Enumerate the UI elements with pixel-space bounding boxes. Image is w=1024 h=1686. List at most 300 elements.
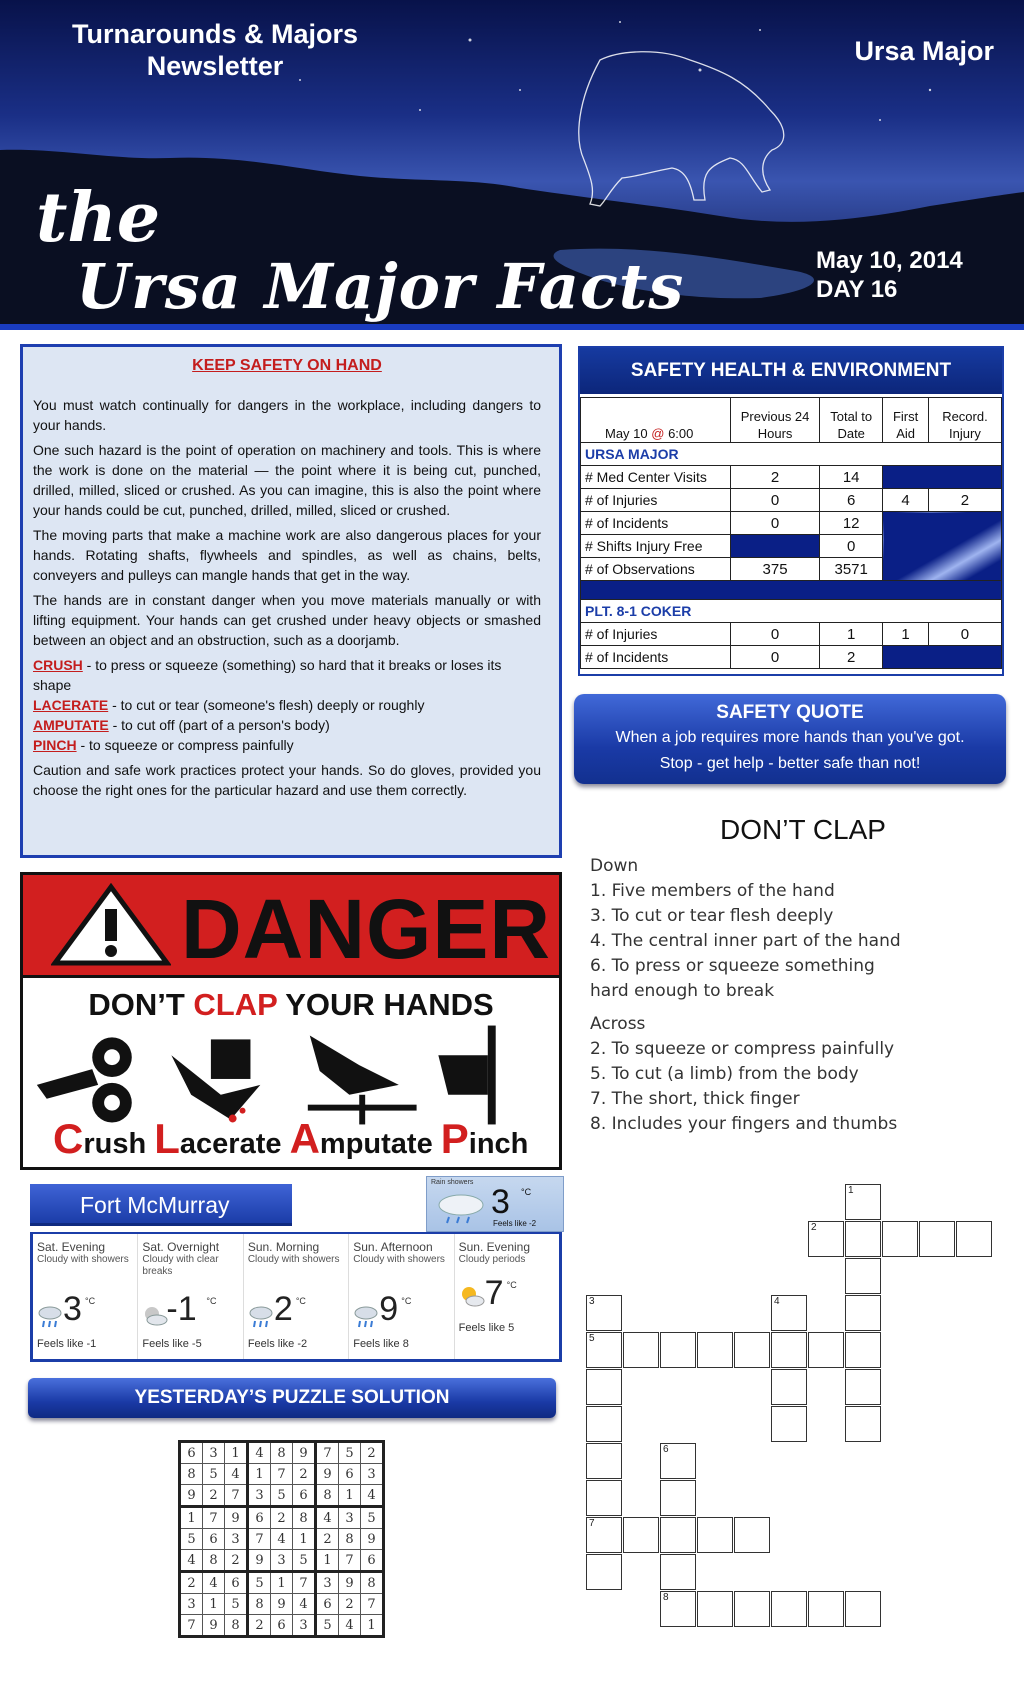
clue-across: 7. The short, thick finger xyxy=(590,1089,800,1109)
sudoku-cell: 2 xyxy=(271,1507,293,1529)
sudoku-cell: 5 xyxy=(316,1615,339,1637)
sudoku-cell: 9 xyxy=(339,1572,361,1594)
bear-outline-icon xyxy=(579,52,784,206)
cell-previous: 0 xyxy=(731,512,820,535)
forecast-item xyxy=(138,1234,243,1359)
current-unit: °C xyxy=(521,1187,532,1197)
sudoku-solution-grid xyxy=(178,1440,385,1638)
rain-cloud-icon xyxy=(353,1304,379,1330)
clue-number: 5 xyxy=(589,1333,595,1344)
sudoku-cell: 7 xyxy=(293,1572,316,1594)
article-paragraph: One such hazard is the point of operation on machinery and tools. This is where the work is done on the material — the point where it is being cut, punched, drilled, milled, sliced or crushed. As you can imagine, this is also the point where your hands could be cut, punched, drilled, milled, sliced or crushed. xyxy=(33,442,541,518)
puzzle-solution-heading: YESTERDAY’S PUZZLE SOLUTION xyxy=(28,1378,556,1418)
table-row xyxy=(581,466,1002,489)
sudoku-cell: 3 xyxy=(203,1442,225,1464)
forecast-temp: -1 xyxy=(166,1290,197,1328)
sudoku-row xyxy=(180,1442,384,1464)
rain-cloud-icon xyxy=(433,1189,489,1225)
sudoku-cell: 8 xyxy=(339,1529,361,1550)
as-of-at: @ xyxy=(651,426,665,441)
sudoku-cell: 5 xyxy=(203,1464,225,1485)
crossword-cell[interactable] xyxy=(845,1258,881,1294)
forecast-unit: °C xyxy=(506,1280,517,1290)
forecast-desc: Cloudy with showers xyxy=(37,1254,129,1265)
sudoku-cell: 1 xyxy=(293,1529,316,1550)
sun-cloud-icon xyxy=(459,1284,485,1310)
clue-down: 1. Five members of the hand xyxy=(590,881,835,901)
hazard-pictograms xyxy=(23,1025,559,1125)
sudoku-cell: 1 xyxy=(361,1615,384,1637)
definition xyxy=(33,715,541,735)
forecast-period: Sun. Afternoon xyxy=(353,1240,433,1254)
day-text: DAY 16 xyxy=(816,276,898,303)
subtitle-part: YOUR HANDS xyxy=(277,987,494,1022)
as-of-time: 6:00 xyxy=(664,426,694,441)
rain-cloud-icon xyxy=(248,1304,274,1330)
blank-cell xyxy=(883,512,1002,581)
sudoku-row xyxy=(180,1464,384,1485)
cell-total: 2 xyxy=(820,646,883,669)
crossword-cell[interactable] xyxy=(956,1221,992,1257)
definition-text: - to cut off (part of a person's body) xyxy=(108,717,330,733)
sudoku-cell: 1 xyxy=(248,1464,271,1485)
crossword-cell[interactable] xyxy=(660,1554,696,1590)
sudoku-cell: 2 xyxy=(339,1594,361,1615)
row-label: # of Observations xyxy=(581,558,731,581)
safety-article xyxy=(20,344,562,858)
sudoku-cell: 6 xyxy=(271,1615,293,1637)
she-column-headers xyxy=(581,398,1002,443)
issue-date xyxy=(816,246,963,304)
forecast-desc: Cloudy with showers xyxy=(247,1254,340,1265)
sudoku-cell: 3 xyxy=(271,1550,293,1572)
sudoku-cell: 5 xyxy=(248,1572,271,1594)
page-title: Ursa Major Facts xyxy=(76,250,685,323)
row-label: # Shifts Injury Free xyxy=(581,535,731,558)
forecast-period: Sat. Overnight xyxy=(142,1240,220,1254)
crossword-cell[interactable] xyxy=(586,1406,622,1442)
quote-line: When a job requires more hands than you've got. xyxy=(615,729,965,746)
forecast-unit: °C xyxy=(206,1296,217,1306)
brand-name: Ursa Major xyxy=(854,36,994,66)
sudoku-cell: 8 xyxy=(271,1442,293,1464)
table-row xyxy=(581,646,1002,669)
article-paragraph: The hands are in constant danger when you move materials manually or with lifting equipment. Your hands can get crushed under heavy objects or smashed between an object and an obstruction, such as a doorjamb. xyxy=(33,592,541,648)
sudoku-cell: 5 xyxy=(293,1550,316,1572)
cell-previous: 0 xyxy=(731,489,820,512)
banner-rule xyxy=(0,324,1024,330)
hazard-labels xyxy=(53,1115,528,1163)
newsletter-name xyxy=(50,18,380,82)
forecast-temp: 7 xyxy=(484,1274,504,1312)
she-title: SAFETY HEALTH & ENVIRONMENT xyxy=(580,348,1002,397)
sudoku-cell: 9 xyxy=(203,1615,225,1637)
forecast-item xyxy=(455,1234,559,1359)
sudoku-row xyxy=(180,1550,384,1572)
crossword-cell[interactable] xyxy=(697,1332,733,1368)
crossword-cell[interactable] xyxy=(771,1332,807,1368)
rain-cloud-icon xyxy=(37,1304,63,1330)
crossword-cell[interactable] xyxy=(845,1295,881,1331)
sudoku-cell: 7 xyxy=(203,1507,225,1529)
table-row xyxy=(581,512,1002,535)
lacerate-blade-icon xyxy=(171,1039,260,1122)
sudoku-cell: 7 xyxy=(225,1485,248,1507)
weather-city: Fort McMurray xyxy=(30,1184,292,1226)
cell-previous: 2 xyxy=(731,466,820,489)
forecast-temp: 3 xyxy=(63,1290,82,1328)
band-row xyxy=(581,581,1002,600)
crossword-cell[interactable] xyxy=(660,1517,696,1553)
sudoku-cell: 9 xyxy=(225,1507,248,1529)
sudoku-cell: 7 xyxy=(271,1464,293,1485)
crossword-cell[interactable] xyxy=(586,1369,622,1405)
cell-first-aid: 4 xyxy=(883,489,929,512)
sudoku-cell: 3 xyxy=(180,1594,203,1615)
sudoku-row xyxy=(180,1529,384,1550)
sudoku-row xyxy=(180,1615,384,1637)
clue-down: 4. The central inner part of the hand xyxy=(590,931,901,951)
crossword-cell[interactable] xyxy=(771,1406,807,1442)
sudoku-cell: 4 xyxy=(293,1594,316,1615)
cell-previous: 0 xyxy=(731,623,820,646)
crush-gears-icon xyxy=(37,1037,132,1122)
forecast-feels: Feels like -2 xyxy=(247,1338,308,1350)
forecast-temp: 2 xyxy=(273,1290,293,1328)
clue-down: hard enough to break xyxy=(590,981,775,1001)
sudoku-row xyxy=(180,1572,384,1594)
sudoku-cell: 4 xyxy=(339,1615,361,1637)
sudoku-cell: 5 xyxy=(361,1507,384,1529)
col-recordable-injury: Record. Injury xyxy=(928,398,1001,443)
sudoku-cell: 3 xyxy=(339,1507,361,1529)
crossword-cell[interactable] xyxy=(845,1184,881,1220)
sudoku-cell: 3 xyxy=(248,1485,271,1507)
crossword-cell[interactable] xyxy=(660,1480,696,1516)
crossword-cell[interactable] xyxy=(586,1517,622,1553)
sudoku-cell: 4 xyxy=(225,1464,248,1485)
band-cell xyxy=(581,581,1002,600)
article-paragraph: You must watch continually for dangers in the workplace, including dangers to your hands. xyxy=(33,397,541,433)
sudoku-cell: 6 xyxy=(248,1507,271,1529)
sudoku-cell: 4 xyxy=(180,1550,203,1572)
warning-triangle-icon xyxy=(51,883,171,967)
sudoku-cell: 8 xyxy=(316,1485,339,1507)
section-row xyxy=(581,443,1002,466)
sudoku-cell: 1 xyxy=(316,1550,339,1572)
sudoku-cell: 4 xyxy=(248,1442,271,1464)
sudoku-cell: 5 xyxy=(225,1594,248,1615)
crossword-cell[interactable] xyxy=(771,1295,807,1331)
forecast-item xyxy=(33,1234,138,1359)
across-label: Across xyxy=(590,1014,646,1034)
sudoku-cell: 6 xyxy=(339,1464,361,1485)
crossword-cell[interactable] xyxy=(623,1332,659,1368)
clue-number: 8 xyxy=(663,1592,669,1603)
forecast-desc: Cloudy periods xyxy=(458,1254,526,1265)
forecast-feels: Feels like -1 xyxy=(37,1338,97,1350)
sudoku-cell: 9 xyxy=(361,1529,384,1550)
down-label: Down xyxy=(590,856,639,876)
crossword-cell[interactable] xyxy=(586,1554,622,1590)
sudoku-cell: 2 xyxy=(225,1550,248,1572)
sudoku-cell: 6 xyxy=(225,1572,248,1594)
forecast-feels: Feels like -5 xyxy=(142,1338,202,1350)
sudoku-cell: 1 xyxy=(225,1442,248,1464)
crossword-cell[interactable] xyxy=(808,1591,844,1627)
crossword-cell[interactable] xyxy=(586,1443,622,1479)
sudoku-cell: 7 xyxy=(361,1594,384,1615)
col-first-aid: First Aid xyxy=(883,398,929,443)
date-text: May 10, 2014 xyxy=(816,247,963,274)
clue-down: 3. To cut or tear flesh deeply xyxy=(590,906,834,926)
article-paragraph: The moving parts that make a machine work are also dangerous places for your hands. Rotating shafts, flywheels and spindles, as well as chains, belts, conveyers and pulleys can mangle hands that get in the way. xyxy=(33,527,541,583)
sudoku-cell: 3 xyxy=(225,1529,248,1550)
label-rest: mputate xyxy=(319,1128,441,1160)
current-conditions xyxy=(426,1176,564,1232)
definition-text: - to cut or tear (someone's flesh) deeply or roughly xyxy=(108,697,425,713)
crossword-title: DON’T CLAP xyxy=(720,814,886,845)
forecast-desc: Cloudy with showers xyxy=(353,1254,445,1265)
weather-widget xyxy=(30,1179,562,1362)
clue-number: 4 xyxy=(774,1296,780,1307)
current-feels: Feels like -2 xyxy=(493,1219,537,1228)
crossword-cell[interactable] xyxy=(660,1332,696,1368)
sudoku-cell: 7 xyxy=(180,1615,203,1637)
sudoku-cell: 4 xyxy=(271,1529,293,1550)
crossword-cell[interactable] xyxy=(845,1406,881,1442)
clue-across: 5. To cut (a limb) from the body xyxy=(590,1064,859,1084)
definition-term: PINCH xyxy=(33,737,77,753)
cell-total: 3571 xyxy=(820,558,883,581)
subtitle-clap: CLAP xyxy=(193,987,278,1022)
definition-term: CRUSH xyxy=(33,657,83,673)
sudoku-cell: 2 xyxy=(316,1529,339,1550)
sudoku-cell: 1 xyxy=(271,1572,293,1594)
forecast-item xyxy=(349,1234,454,1359)
safety-quote xyxy=(574,694,1006,784)
crossword-cell[interactable] xyxy=(734,1517,770,1553)
forecast-unit: °C xyxy=(295,1296,306,1306)
sudoku-cell: 1 xyxy=(180,1507,203,1529)
quote-title: SAFETY QUOTE xyxy=(716,702,864,723)
sudoku-cell: 4 xyxy=(203,1572,225,1594)
definition-text: - to squeeze or compress painfully xyxy=(76,737,294,753)
row-label: # of Injuries xyxy=(581,489,731,512)
as-of-cell xyxy=(581,398,731,443)
sudoku-row xyxy=(180,1594,384,1615)
forecast-period: Sun. Evening xyxy=(458,1240,531,1254)
forecast-unit: °C xyxy=(85,1296,96,1306)
danger-subtitle xyxy=(23,987,559,1023)
forecast-desc: Cloudy with clear breaks xyxy=(142,1254,219,1277)
sudoku-cell: 9 xyxy=(293,1442,316,1464)
danger-sign xyxy=(20,872,562,1170)
cell-total: 1 xyxy=(820,623,883,646)
blank-cell xyxy=(883,646,1002,669)
definition xyxy=(33,735,541,755)
clue-across: 8. Includes your fingers and thumbs xyxy=(590,1114,898,1134)
forecast-row xyxy=(30,1232,562,1362)
sudoku-cell: 6 xyxy=(203,1529,225,1550)
definition xyxy=(33,695,541,715)
crossword-cell[interactable] xyxy=(845,1332,881,1368)
crossword-cell[interactable] xyxy=(919,1221,955,1257)
cell-recordable: 2 xyxy=(928,489,1001,512)
crossword-cell[interactable] xyxy=(586,1332,622,1368)
as-of-date: May 10 xyxy=(605,426,652,441)
row-label: # of Injuries xyxy=(581,623,731,646)
sudoku-cell: 6 xyxy=(293,1485,316,1507)
article-heading: KEEP SAFETY ON HAND xyxy=(192,357,382,374)
table-row xyxy=(581,623,1002,646)
table-row xyxy=(581,489,1002,512)
clue-down: 6. To press or squeeze something xyxy=(590,956,875,976)
sudoku-cell: 1 xyxy=(339,1485,361,1507)
crossword-cell[interactable] xyxy=(845,1369,881,1405)
crossword-cell[interactable] xyxy=(808,1221,844,1257)
clue-number: 6 xyxy=(663,1444,669,1455)
crossword-cell[interactable] xyxy=(697,1517,733,1553)
definition-text: - to press or squeeze (something) so hard that it breaks or loses its shape xyxy=(33,657,502,693)
label-rest: rush xyxy=(83,1128,155,1160)
quote-line: Stop - get help - better safe than not! xyxy=(659,755,921,772)
cell-recordable: 0 xyxy=(928,623,1001,646)
sudoku-cell: 9 xyxy=(180,1485,203,1507)
row-label: # of Incidents xyxy=(581,512,731,535)
header-banner xyxy=(0,0,1024,330)
cell-first-aid: 1 xyxy=(883,623,929,646)
sudoku-cell: 2 xyxy=(293,1464,316,1485)
current-temp: 3 xyxy=(491,1183,510,1221)
subtitle-part: DON’T xyxy=(88,987,194,1022)
forecast-feels: Feels like 5 xyxy=(458,1322,515,1334)
sudoku-cell: 6 xyxy=(316,1594,339,1615)
label-initial: C xyxy=(53,1115,84,1162)
cell-total: 6 xyxy=(820,489,883,512)
clue-number: 1 xyxy=(848,1185,854,1196)
blank-cell xyxy=(883,466,1002,489)
crossword-cell[interactable] xyxy=(660,1443,696,1479)
forecast-period: Sun. Morning xyxy=(247,1240,320,1254)
clue-list xyxy=(590,854,901,1137)
forecast-temp: 9 xyxy=(379,1290,399,1328)
cell-total: 14 xyxy=(820,466,883,489)
crossword-cell[interactable] xyxy=(623,1517,659,1553)
amputate-press-icon xyxy=(308,1035,417,1124)
sudoku-cell: 1 xyxy=(203,1594,225,1615)
crossword-cell[interactable] xyxy=(586,1295,622,1331)
sudoku-cell: 9 xyxy=(316,1464,339,1485)
clue-number: 3 xyxy=(589,1296,595,1307)
crossword-cell[interactable] xyxy=(845,1591,881,1627)
sudoku-row xyxy=(180,1485,384,1507)
sudoku-cell: 8 xyxy=(203,1550,225,1572)
crossword-cell[interactable] xyxy=(586,1480,622,1516)
crossword-cell[interactable] xyxy=(845,1221,881,1257)
danger-word: DANGER xyxy=(181,882,552,976)
sudoku-cell: 6 xyxy=(180,1442,203,1464)
sudoku-cell: 8 xyxy=(361,1572,384,1594)
crossword-cell[interactable] xyxy=(808,1332,844,1368)
label-initial: L xyxy=(154,1115,180,1162)
sudoku-cell: 2 xyxy=(361,1442,384,1464)
clue-number: 2 xyxy=(811,1222,817,1233)
section-row xyxy=(581,600,1002,623)
sudoku-cell: 5 xyxy=(180,1529,203,1550)
col-previous-24h: Previous 24 Hours xyxy=(731,398,820,443)
newsletter-name-line2: Newsletter xyxy=(146,51,284,81)
row-label: # of Incidents xyxy=(581,646,731,669)
sudoku-cell: 3 xyxy=(293,1615,316,1637)
section-ursa-major: URSA MAJOR xyxy=(581,443,1002,466)
label-rest: acerate xyxy=(179,1128,290,1160)
sudoku-cell: 4 xyxy=(316,1507,339,1529)
sudoku-cell: 8 xyxy=(293,1507,316,1529)
current-label: Rain showers xyxy=(431,1179,474,1186)
sudoku-cell: 9 xyxy=(248,1550,271,1572)
crossword-cell[interactable] xyxy=(734,1591,770,1627)
forecast-item xyxy=(244,1234,349,1359)
sudoku-row xyxy=(180,1507,384,1529)
newsletter-name-line1: Turnarounds & Majors xyxy=(71,19,359,49)
cell-previous: 375 xyxy=(731,558,820,581)
label-initial: P xyxy=(440,1115,469,1162)
sudoku-cell: 3 xyxy=(316,1572,339,1594)
clue-across: 2. To squeeze or compress painfully xyxy=(590,1039,895,1059)
crossword-cell[interactable] xyxy=(882,1221,918,1257)
she-stats-panel xyxy=(578,346,1004,676)
she-table xyxy=(580,397,1002,669)
crossword-cell[interactable] xyxy=(660,1591,696,1627)
pinch-point-icon xyxy=(438,1026,495,1125)
sudoku-cell: 2 xyxy=(180,1572,203,1594)
title-prefix: the xyxy=(36,178,161,258)
sudoku-cell: 6 xyxy=(361,1550,384,1572)
sudoku-cell: 7 xyxy=(339,1550,361,1572)
moon-cloud-icon xyxy=(142,1304,168,1330)
blank-cell xyxy=(731,535,820,558)
forecast-unit: °C xyxy=(401,1296,412,1306)
row-label: # Med Center Visits xyxy=(581,466,731,489)
label-rest: inch xyxy=(468,1128,529,1160)
crossword-cell[interactable] xyxy=(697,1591,733,1627)
sudoku-cell: 2 xyxy=(203,1485,225,1507)
sudoku-cell: 8 xyxy=(225,1615,248,1637)
sudoku-cell: 9 xyxy=(271,1594,293,1615)
crossword-cell[interactable] xyxy=(771,1369,807,1405)
definition-term: LACERATE xyxy=(33,697,109,713)
sudoku-cell: 4 xyxy=(361,1485,384,1507)
danger-header xyxy=(23,875,559,978)
article-paragraph: Caution and safe work practices protect your hands. So do gloves, provided you choose the right ones for the particular hazard and use them correctly. xyxy=(33,762,541,798)
sudoku-cell: 5 xyxy=(339,1442,361,1464)
sudoku-cell: 7 xyxy=(248,1529,271,1550)
sudoku-cell: 5 xyxy=(271,1485,293,1507)
crossword-cell[interactable] xyxy=(771,1591,807,1627)
col-total-to-date: Total to Date xyxy=(820,398,883,443)
forecast-period: Sat. Evening xyxy=(37,1240,106,1254)
label-initial: A xyxy=(289,1115,320,1162)
cell-previous: 0 xyxy=(731,646,820,669)
sudoku-cell: 2 xyxy=(248,1615,271,1637)
cell-total: 12 xyxy=(820,512,883,535)
crossword-cell[interactable] xyxy=(734,1332,770,1368)
sudoku-cell: 3 xyxy=(361,1464,384,1485)
definition xyxy=(33,655,541,695)
sudoku-cell: 8 xyxy=(180,1464,203,1485)
sudoku-cell: 7 xyxy=(316,1442,339,1464)
